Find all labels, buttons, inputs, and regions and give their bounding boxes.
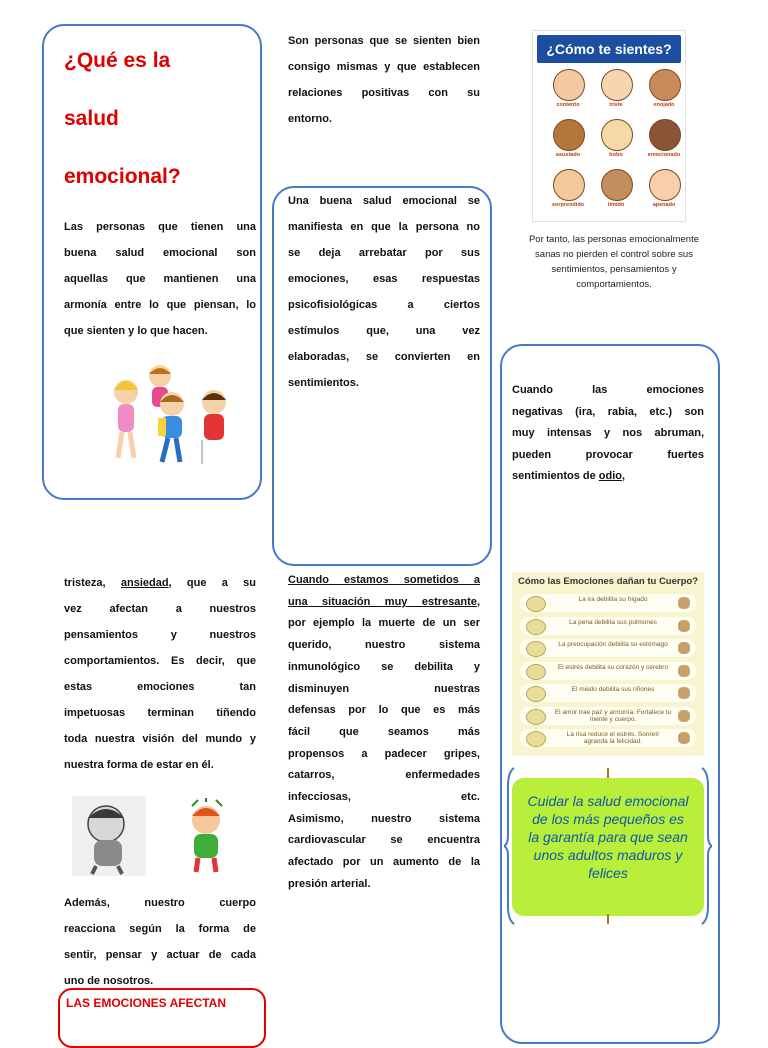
text-line: negativas (ira, rabia, etc.) son <box>512 405 704 418</box>
emotions-faces-poster <box>532 30 686 222</box>
emotion-face-label: triste <box>609 102 623 108</box>
col2-paragraph-1 <box>288 28 480 132</box>
col3-caption <box>508 232 720 292</box>
text-line: disminuyen nuestras <box>288 682 480 695</box>
stressed-boy-illustration <box>176 798 236 876</box>
body-chart-row-text: La risa reduce el estrés. Sonreír agranda la felicidad. <box>566 731 660 745</box>
text-line: Son personas que se sienten bien <box>288 35 480 47</box>
emotion-face-label: asustado <box>555 152 581 158</box>
text-line: manifiesta en que la persona no <box>288 221 480 233</box>
text-line: afectado por un aumento de la <box>288 856 480 869</box>
children-illustration <box>88 362 238 470</box>
text-line: pensamientos y nuestros <box>64 629 256 641</box>
text-line: nuestra forma de estar en él. <box>64 759 214 771</box>
text-line: pueden provocar fuertes <box>512 448 704 461</box>
emotion-face-label: tímido <box>607 202 625 208</box>
text-line: cardiovascular se encuentra <box>288 834 480 847</box>
text-line: muy intensas y nos abruman, <box>512 427 704 439</box>
text-line: sentimientos, pensamientos y <box>551 264 677 275</box>
emotion-face-icon <box>553 169 585 201</box>
emotion-face-label: contento <box>556 102 580 108</box>
body-chart-row-text: El amor trae paz y armonía. Fortalece tu mente y cuerpo. <box>554 708 672 723</box>
emotion-face-icon <box>601 119 633 151</box>
text-line: sentimientos. <box>288 377 359 389</box>
body-chart-row-text: La preocupación debilita su estómago <box>558 641 668 648</box>
body-chart-row-text: La ira debilita su hígado <box>578 596 648 603</box>
text-line: entorno. <box>288 113 332 125</box>
emotion-face-icon <box>601 69 633 101</box>
text-line: consigo mismas y que establecen <box>288 61 480 73</box>
emotion-face-icon <box>601 169 633 201</box>
organ-icon <box>678 710 690 722</box>
emotion-face-label: bobo <box>609 152 623 158</box>
text-line: toda nuestra visión del mundo y <box>64 733 256 745</box>
text-line: Una buena salud emocional se <box>288 195 480 207</box>
emotion-face-icon <box>526 619 546 635</box>
emotion-face-icon <box>649 119 681 151</box>
body-chart-row <box>520 662 696 680</box>
text-line: defensas por lo que es más <box>288 704 480 717</box>
emotion-face-icon <box>526 709 546 725</box>
emotion-face-icon <box>526 641 546 657</box>
emotion-face-icon <box>526 731 546 747</box>
text-line: sanas no pierden el control sobre sus <box>535 249 693 260</box>
text-line: tristeza, ansiedad, que a su <box>64 577 256 589</box>
col2-paragraph-3 <box>288 570 480 896</box>
body-chart-row-text: El miedo debilita sus riñones <box>571 686 655 693</box>
organ-icon <box>678 687 690 699</box>
text-line: Cuando las emociones <box>512 384 704 396</box>
text-line: estas emociones tan <box>64 681 256 693</box>
body-chart-row <box>520 617 696 635</box>
emotion-face-icon <box>553 69 585 101</box>
body-chart-row-text: El estrés debilita su corazón y cerebro <box>557 663 669 671</box>
text-line: buena salud emocional son <box>64 247 256 259</box>
text-line: emociones, esas respuestas <box>288 273 480 285</box>
emotion-face-label: sorprendido <box>551 202 585 208</box>
organ-icon <box>678 620 690 632</box>
text-line: querido, nuestro sistema <box>288 639 480 652</box>
emotion-face-icon <box>649 69 681 101</box>
text-line: uno de nosotros. <box>64 975 154 987</box>
body-chart-row <box>520 684 696 702</box>
text-line: vez afectan a nuestros <box>64 603 256 615</box>
text-line: sentir, pensar y actuar de cada <box>64 949 256 961</box>
text-line: estímulos que, una vez <box>288 325 480 337</box>
text-line: comportamientos. Es decir, que <box>64 655 256 667</box>
text-line: propensos a padecer gripes, <box>288 747 480 760</box>
emotion-face-icon <box>526 686 546 702</box>
text-line: que sienten y lo que hacen. <box>64 325 208 337</box>
text-line: Por tanto, las personas emocionalmente <box>528 234 700 245</box>
col3-paragraph-1 <box>512 380 704 488</box>
col1-paragraph-2 <box>64 570 256 778</box>
organ-icon <box>678 665 690 677</box>
organ-icon <box>678 732 690 744</box>
body-chart-row <box>520 707 696 725</box>
text-line: reacciona según la forma de <box>64 923 256 935</box>
text-line: Cuando estamos sometidos a <box>288 574 480 586</box>
emotion-face-icon <box>526 664 546 680</box>
emotion-face-label: apenado <box>652 202 676 208</box>
col2-paragraph-2 <box>288 188 480 396</box>
text-line: inmunológico se debilita y <box>288 660 480 673</box>
text-line: se deja arrebatar por sus <box>288 247 480 259</box>
emotion-face-label: enojado <box>653 102 675 108</box>
text-line: Además, nuestro cuerpo <box>64 897 256 909</box>
emotions-body-chart <box>512 572 704 756</box>
emotion-face-icon <box>649 169 681 201</box>
faces-poster-title: ¿Cómo te sientes? <box>537 35 681 63</box>
text-line: impetuosas terminan tiñendo <box>64 707 256 719</box>
text-line: aquellas que mantienen una <box>64 273 256 285</box>
body-chart-row <box>520 594 696 612</box>
organ-icon <box>678 642 690 654</box>
sad-boy-illustration <box>72 796 146 876</box>
text-line: por ejemplo la muerte de un ser <box>288 617 480 630</box>
callout-text: Cuidar la salud emocional de los más pequeños es la garantía para que sean unos adultos maduros y felices <box>527 793 689 881</box>
emotion-face-icon <box>553 119 585 151</box>
emotion-face-icon <box>526 596 546 612</box>
text-line: una situación muy estresante, <box>288 595 480 608</box>
callout-bracket <box>504 766 712 926</box>
text-line: infecciosas, etc. <box>288 791 480 804</box>
text-line: fácil que seamos más <box>288 725 480 738</box>
text-line: Las personas que tienen una <box>64 221 256 233</box>
organ-icon <box>678 597 690 609</box>
col1-paragraph-3 <box>64 890 256 994</box>
text-line: relaciones positivas con su <box>288 87 480 99</box>
page-title: ¿Qué es la salud emocional? <box>64 49 181 188</box>
text-line: sentimientos de odio, <box>512 470 626 482</box>
text-line: presión arterial. <box>288 877 371 890</box>
text-line: psicofisiológicas a ciertos <box>288 299 480 311</box>
emotion-face-label: emocionado <box>647 152 681 158</box>
text-line: catarros, enfermedades <box>288 769 480 782</box>
body-chart-row <box>520 639 696 657</box>
text-line: Asimismo, nuestro sistema <box>288 812 480 825</box>
bottom-section-title: LAS EMOCIONES AFECTAN <box>58 988 266 1048</box>
body-chart-title: Cómo las Emociones dañan tu Cuerpo? <box>518 576 698 587</box>
body-chart-row-text: La pena debilita sus pulmones <box>569 618 657 626</box>
text-line: comportamientos. <box>576 279 652 290</box>
body-chart-row <box>520 729 696 747</box>
text-line: elaboradas, se convierten en <box>288 351 480 363</box>
text-line: armonía entre lo que piensan, lo <box>64 299 256 311</box>
col1-intro-text <box>64 214 256 344</box>
